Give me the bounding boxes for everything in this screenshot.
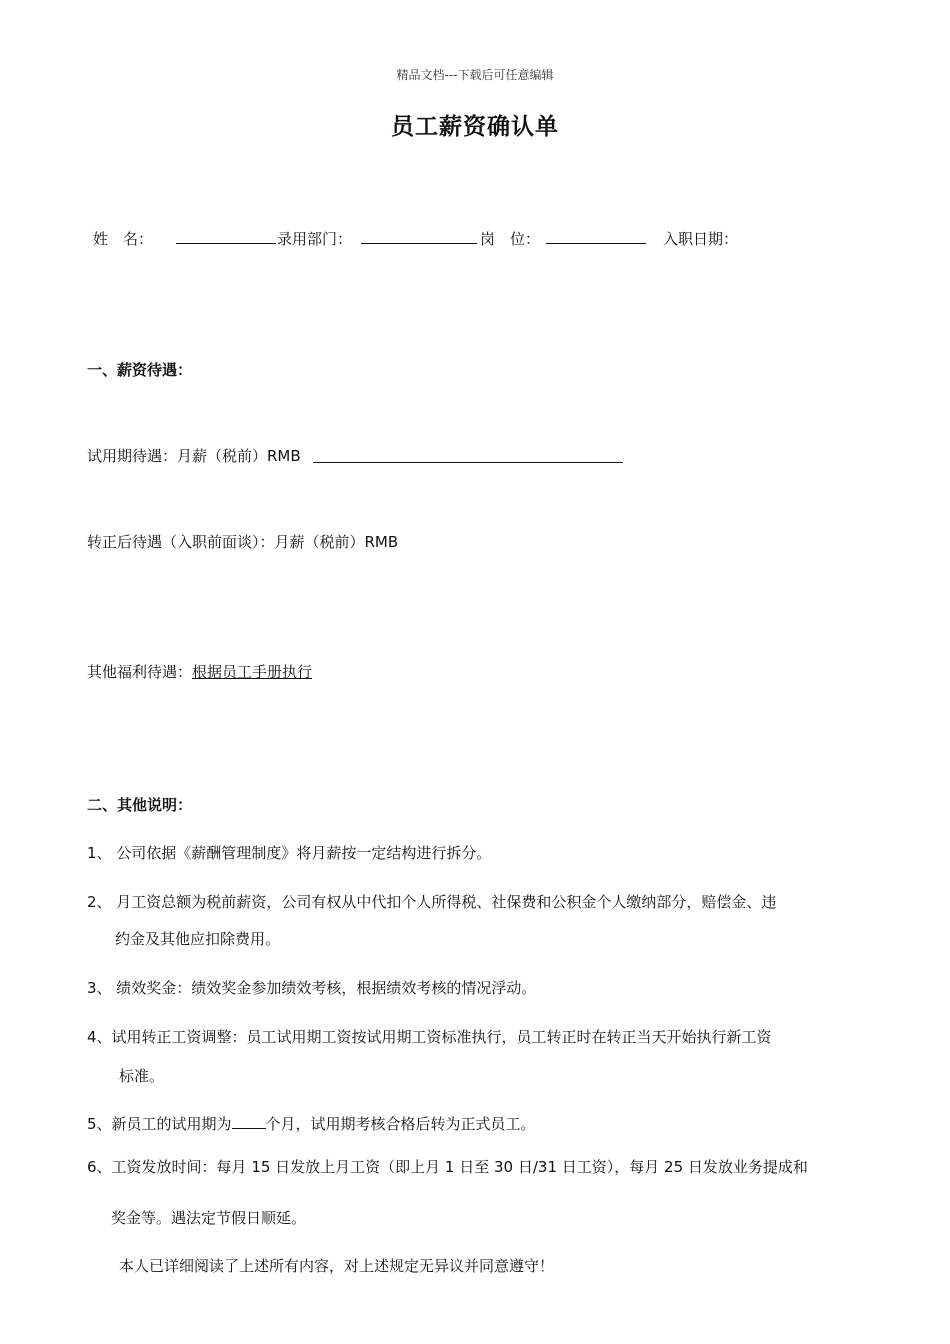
item5 [87, 1114, 536, 1134]
regular-pay-label: 转正后待遇（入职前面谈）：月薪（税前）RMB [87, 533, 399, 551]
dept-field-label: 录用部门： [277, 230, 353, 248]
item6-line2: 奖金等。遇法定节假日顺延。 [111, 1209, 307, 1227]
position-blank[interactable] [546, 229, 646, 244]
benefits-line [87, 662, 312, 682]
item5-before: 5、新员工的试用期为 [87, 1115, 232, 1133]
benefits-value: 根据员工手册执行 [192, 663, 313, 681]
section1-heading: 一、薪资待遇： [87, 361, 193, 379]
item3: 3、 绩效奖金：绩效奖金参加绩效考核，根据绩效考核的情况浮动。 [87, 979, 537, 997]
benefits-label: 其他福利待遇： [87, 663, 193, 681]
item6-line1: 6、工资发放时间：每月 15 日发放上月工资（即上月 1 日至 30 日/31 日工资），每月 25 日发放业务提成和 [87, 1158, 808, 1176]
item1: 1、 公司依据《薪酬管理制度》将月薪按一定结构进行拆分。 [87, 844, 492, 862]
section2-heading: 二、其他说明： [87, 796, 193, 814]
probation-pay-blank[interactable] [313, 448, 623, 463]
item2-line2: 约金及其他应扣除费用。 [115, 930, 281, 948]
probation-pay-label: 试用期待遇：月薪（税前）RMB [87, 447, 301, 465]
hire-date-field-label: 入职日期： [663, 230, 739, 248]
closing-statement: 本人已详细阅读了上述所有内容，对上述规定无异议并同意遵守！ [119, 1257, 555, 1275]
dept-blank[interactable] [361, 229, 477, 244]
header-note: 精品文档---下载后可任意编辑 [396, 68, 554, 82]
name-field-label: 姓 名： [93, 230, 154, 248]
item2-line1: 2、 月工资总额为税前薪资，公司有权从中代扣个人所得税、社保费和公积金个人缴纳部分，赔偿金、违 [87, 893, 777, 911]
item4-line1: 4、试用转正工资调整：员工试用期工资按试用期工资标准执行，员工转正时在转正当天开始执行新工资 [87, 1028, 772, 1046]
name-blank[interactable] [176, 229, 276, 244]
page-title: 员工薪资确认单 [391, 114, 559, 140]
item4-line2: 标准。 [119, 1067, 165, 1085]
item5-after: 个月，试用期考核合格后转为正式员工。 [265, 1115, 536, 1133]
probation-months-blank[interactable] [232, 1114, 266, 1129]
position-field-label: 岗 位： [480, 230, 541, 248]
